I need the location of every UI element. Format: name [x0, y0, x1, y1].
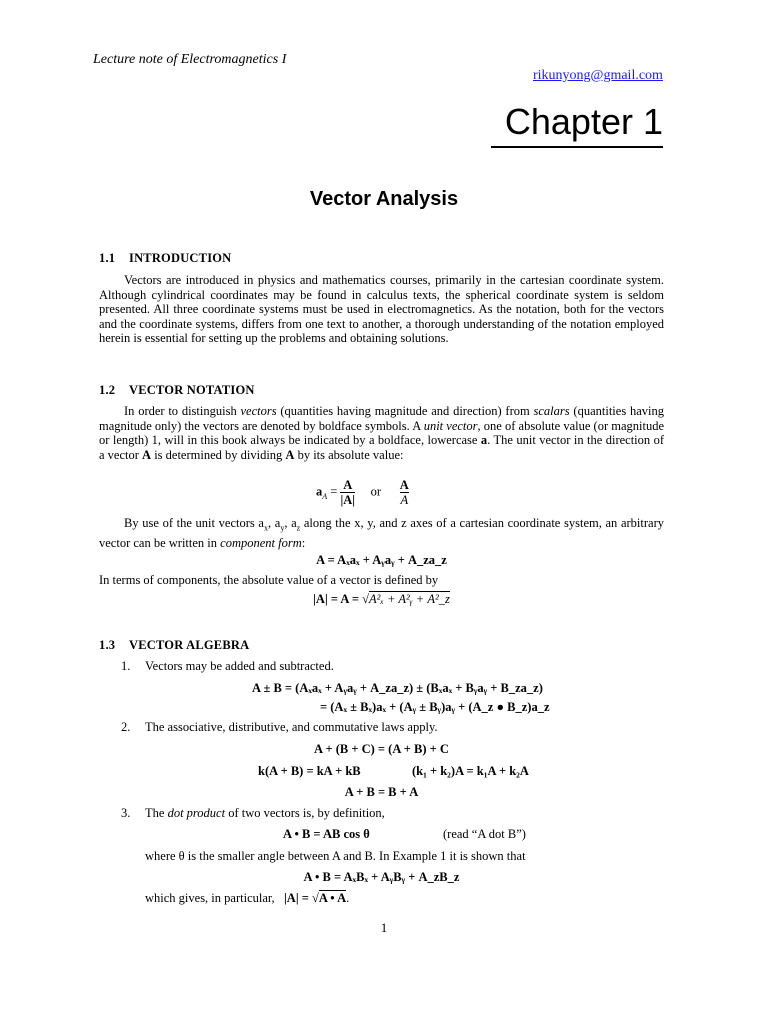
text-run: , one of absolute value (or magnitude or length) 1, will in this book always be indicated by a boldface, lowercase: [99, 418, 665, 447]
text-run: scalars: [533, 404, 570, 418]
text-run: A: [142, 447, 152, 462]
course-header: Lecture note of Electromagnetics I: [93, 52, 287, 67]
eq-denominator: A: [400, 493, 409, 507]
text-run: In order to distinguish: [124, 404, 241, 418]
section-heading-1-2: [99, 383, 255, 398]
text-run: , a: [267, 516, 281, 530]
equation-dot-product: [283, 827, 370, 842]
text-run: of two vectors is, by definition,: [225, 806, 385, 820]
text-run: which gives, in particular,: [145, 891, 278, 905]
text-run: dot product: [167, 806, 226, 820]
text-run: . The unit vector in the direction of a vector: [99, 433, 664, 462]
equation-distributive: k(A + B) = kA + kB: [258, 764, 361, 778]
email-link[interactable]: rikunyong@gmail.com: [533, 68, 663, 83]
text-run: along the x, y, and z axes of a cartesian coordinate system, an arbitrary vector can be written in: [99, 516, 664, 550]
component-paragraph: By use of the unit vectors $a_x$, $a_y$, $a_z$ along the x, y, and z axes of a cartesian coordinate system, an arbitrary vector can be written in component form:: [99, 516, 664, 550]
text-run: , a: [284, 516, 297, 530]
text-run: By use of the unit vectors a: [124, 516, 264, 530]
chapter-label: Chapter 1: [491, 100, 663, 148]
section-number: 1.2: [99, 383, 116, 397]
text-run: A: [285, 447, 295, 462]
eq-or: or: [370, 484, 382, 499]
list-item-text: Vectors may be added and subtracted.: [145, 659, 334, 673]
text-run: |A| =: [284, 891, 312, 905]
text-run: component form: [220, 536, 302, 550]
list-item-text: [145, 806, 385, 821]
list-number: 1.: [121, 659, 131, 673]
list-number: 2.: [121, 720, 131, 734]
text-run: is determined by dividing: [151, 447, 286, 462]
eq-numerator: A: [399, 478, 409, 492]
section-title: VECTOR ALGEBRA: [129, 638, 250, 652]
equation-associative: A + (B + C) = (A + B) + C: [314, 742, 449, 756]
eq-numerator: A: [343, 478, 353, 492]
text-run: The: [145, 806, 168, 820]
equation-unit-vector: $a_A$ = $\frac{A}{|A|}$ or $\frac{A}{A}$: [316, 478, 409, 507]
eq-body: A • B = AB cos θ: [283, 827, 370, 841]
equation-add-sub-line1: A ± B = (Aₓaₓ + Aᵧaᵧ + A_za_z) ± (Bₓaₓ + Bᵧaᵧ + B_za_z): [252, 681, 543, 695]
section-heading-1-3: [99, 638, 249, 653]
abs-value-paragraph: In terms of components, the absolute value of a vector is defined by: [99, 573, 439, 587]
equation-commutative: A + B = B + A: [344, 785, 419, 799]
eq-fraction: [400, 478, 409, 507]
equation-component-form: A = Aₓaₓ + Aᵧaᵧ + A_za_z: [316, 553, 447, 567]
equation-dot-components: A • B = AₓBₓ + AᵧBᵧ + A_zB_z: [303, 870, 460, 884]
section-title: VECTOR NOTATION: [129, 383, 255, 397]
section-number: 1.3: [99, 638, 116, 652]
text-run: a: [480, 433, 488, 447]
list-item-text: The associative, distributive, and commutative laws apply.: [145, 720, 438, 734]
section-heading-1-1: [99, 251, 231, 266]
eq-denominator: |A|: [340, 493, 355, 507]
text-run: vectors: [240, 404, 277, 418]
equation-abs-value: [99, 592, 664, 607]
equation-distributive-scalar: (k₁ + k₂)A = k₁A + k₂A: [412, 764, 529, 778]
eq-lhs: |A| = A =: [313, 592, 363, 606]
list-number: 3.: [121, 806, 131, 820]
eq-fraction: [340, 478, 355, 507]
text-run: .: [346, 891, 350, 905]
dot-magnitude-line: [145, 891, 349, 906]
sqrt-symbol: √: [311, 891, 319, 905]
dot-product-explanation: where θ is the smaller angle between A and B. In Example 1 it is shown that: [145, 849, 526, 863]
page-number: 1: [380, 920, 388, 935]
chapter-title: Vector Analysis: [309, 188, 459, 210]
section-title: INTRODUCTION: [129, 251, 232, 265]
eq-subscript: A: [322, 491, 328, 501]
sqrt-symbol: √: [362, 592, 369, 606]
intro-paragraph: Vectors are introduced in physics and mathematics courses, primarily in the cartesian coordinate system. Although cylindrical coordinates may be found in calculus texts, the spherical coordinate system is seldom presented. All three coordinate systems must be used in electromagnetics. As the notation, both for the vectors and the coordinate systems, differs from one text to another, a thorough understanding of the notation employed herein is essential for setting up the problems and obtaining solutions.: [99, 273, 664, 345]
text-run: by its absolute value:: [294, 447, 404, 462]
text-run: (quantities having magnitude only) the vectors are denoted by boldface symbols. A: [99, 404, 664, 433]
eq-radicand: A • A: [318, 891, 347, 905]
equation-add-sub-line2: = (Aₓ ± Bₓ)aₓ + (Aᵧ ± Bᵧ)aᵧ + (A_z ● B_z)a_z: [320, 700, 550, 714]
notation-paragraph: [99, 404, 664, 462]
section-number: 1.1: [99, 251, 116, 265]
text-run: :: [301, 536, 306, 550]
text-run: unit vector: [423, 418, 478, 433]
eq-radicand: A²ₓ + A²ᵧ + A²_z: [368, 592, 450, 606]
equation-dot-product-note: (read “A dot B”): [443, 827, 526, 841]
text-run: (quantities having magnitude and direction) from: [276, 404, 534, 418]
eq-symbol: a: [316, 484, 323, 499]
